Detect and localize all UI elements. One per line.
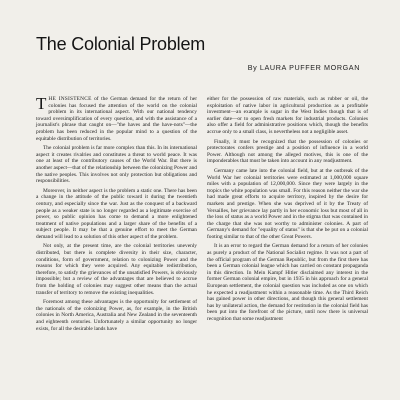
article-body [36, 96, 368, 335]
right-column [207, 96, 368, 335]
drop-cap: T [36, 94, 47, 113]
article-title: The Colonial Problem [36, 34, 206, 54]
lead-caps: HE INSISTENCE [48, 96, 92, 102]
paragraph: It is an error to regard the German demand for a return of her colonies as purely a product of the National Socialist regime. It was not a part of the official program of the German Republic, but from the first there has been a German colonial league which has carried on constant propaganda in this direction. In Mein Kampf Hitler disclaimed any interest in the former German colonial empire, but in 1935 in his approach for a general European settlement, the colonial question was included as one on which he expected a readjustment within a reasonable time. As the Third Reich has gained power in other directions, and though this general settlement has by unilateral action, the demand for restitution in the colonial field has been put into the forefront of the picture, until now there is universal recognition that some readjustment [207, 243, 368, 322]
paragraph: Not only, at the present time, are the colonial territories unevenly distributed, but there is complete diversity in their size, character, conditions, form of government, relation to colonizing Power and the reasons for which they were acquired. Any equitable redistribution, therefore, to satisfy the grievances of the unsatisfied Powers, is obviously impossible; but a review of the advantages that are believed to accrue from the holding of colonies may suggest other means than the actual transfer of territory to remove the existing inequalities. [36, 243, 197, 296]
paragraph: Finally, it must be recognized that the possession of colonies or protectorates confers prestige and a position of influence in a world Power. Although not among the alleged motives, this is one of the imponderables that must be taken into account in any readjustment. [207, 138, 368, 165]
left-column [36, 96, 197, 335]
author-byline: By LAURA PUFFER MORGAN [247, 63, 360, 72]
paragraph: The colonial problem is far more complex than this. In its international aspect it creates rivalries and constitutes a threat to world peace. It was one at least of the contributory causes of the World War. But there is another aspect—that of the relationship between the colonizing Power and the native peoples. This involves not only protection but obligations and responsibilities. [36, 145, 197, 185]
paragraph: Moreover, in neither aspect is the problem a static one. There has been a change in the attitude of the public toward it during the twentieth century, and especially since the war. Just as the conquest of a backward people as a weaker state is no longer regarded as a legitimate exercise of power, so public opinion has come to demand a more enlightened treatment of native populations and a larger share of the benefits of a subject people. It may be that a genuine effort to meet the German demand will lead to a solution of this other aspect of the problem. [36, 187, 197, 240]
paragraph: Germany came late into the colonial field, but at the outbreak of the World War her colonial territories were estimated at 1,000,000 square miles with a population of 12,000,000. Since they were largely in the tropics the white population was small. For this reason neither the war she had made great efforts to acquire territory, inspired by the desire for markets and prestige. When she was deprived of it by the Treaty of Versailles, her grievance lay partly in her economic loss but most of all in the loss of status as a world Power and in the stigma that was contained in the charge that she was not worthy to administer colonies. A part of Germany's demand for "equality of status" is that she be put on a colonial footing similar to that of the other Great Powers. [207, 167, 368, 240]
paragraph: Foremost among these advantages is the opportunity for settlement of the nationals of the colonizing Power, as, for example, in the British colonies in North America, Australia and New Zealand in the seventeenth and eighteenth centuries. Unfortunately a similar opportunity no longer exists, for all the desirable lands have [36, 299, 197, 332]
paragraph [36, 96, 197, 142]
paragraph: either for the possession of raw materials, such as rubber or oil, the exploitation of native labor in agricultural production as a profitable investment—an example is sugar in the West Indies though that is of earlier date—or to open fresh markets for industrial products. Colonies also offer a field for administrative positions which, though the benefits accrue only to a small class, is nevertheless not a negligible asset. [207, 96, 368, 135]
paragraph-text: of the German demand for the return of her colonies has focused the attention of the world on the colonial problem in its international aspect. With our national tendency toward oversimplification of every question, and with the assistance of a journalist's phrase that caught on—"the haves and the have-nots"—the problem has been reduced in the popular mind to a question of the equitable distribution of territories. [36, 96, 197, 142]
